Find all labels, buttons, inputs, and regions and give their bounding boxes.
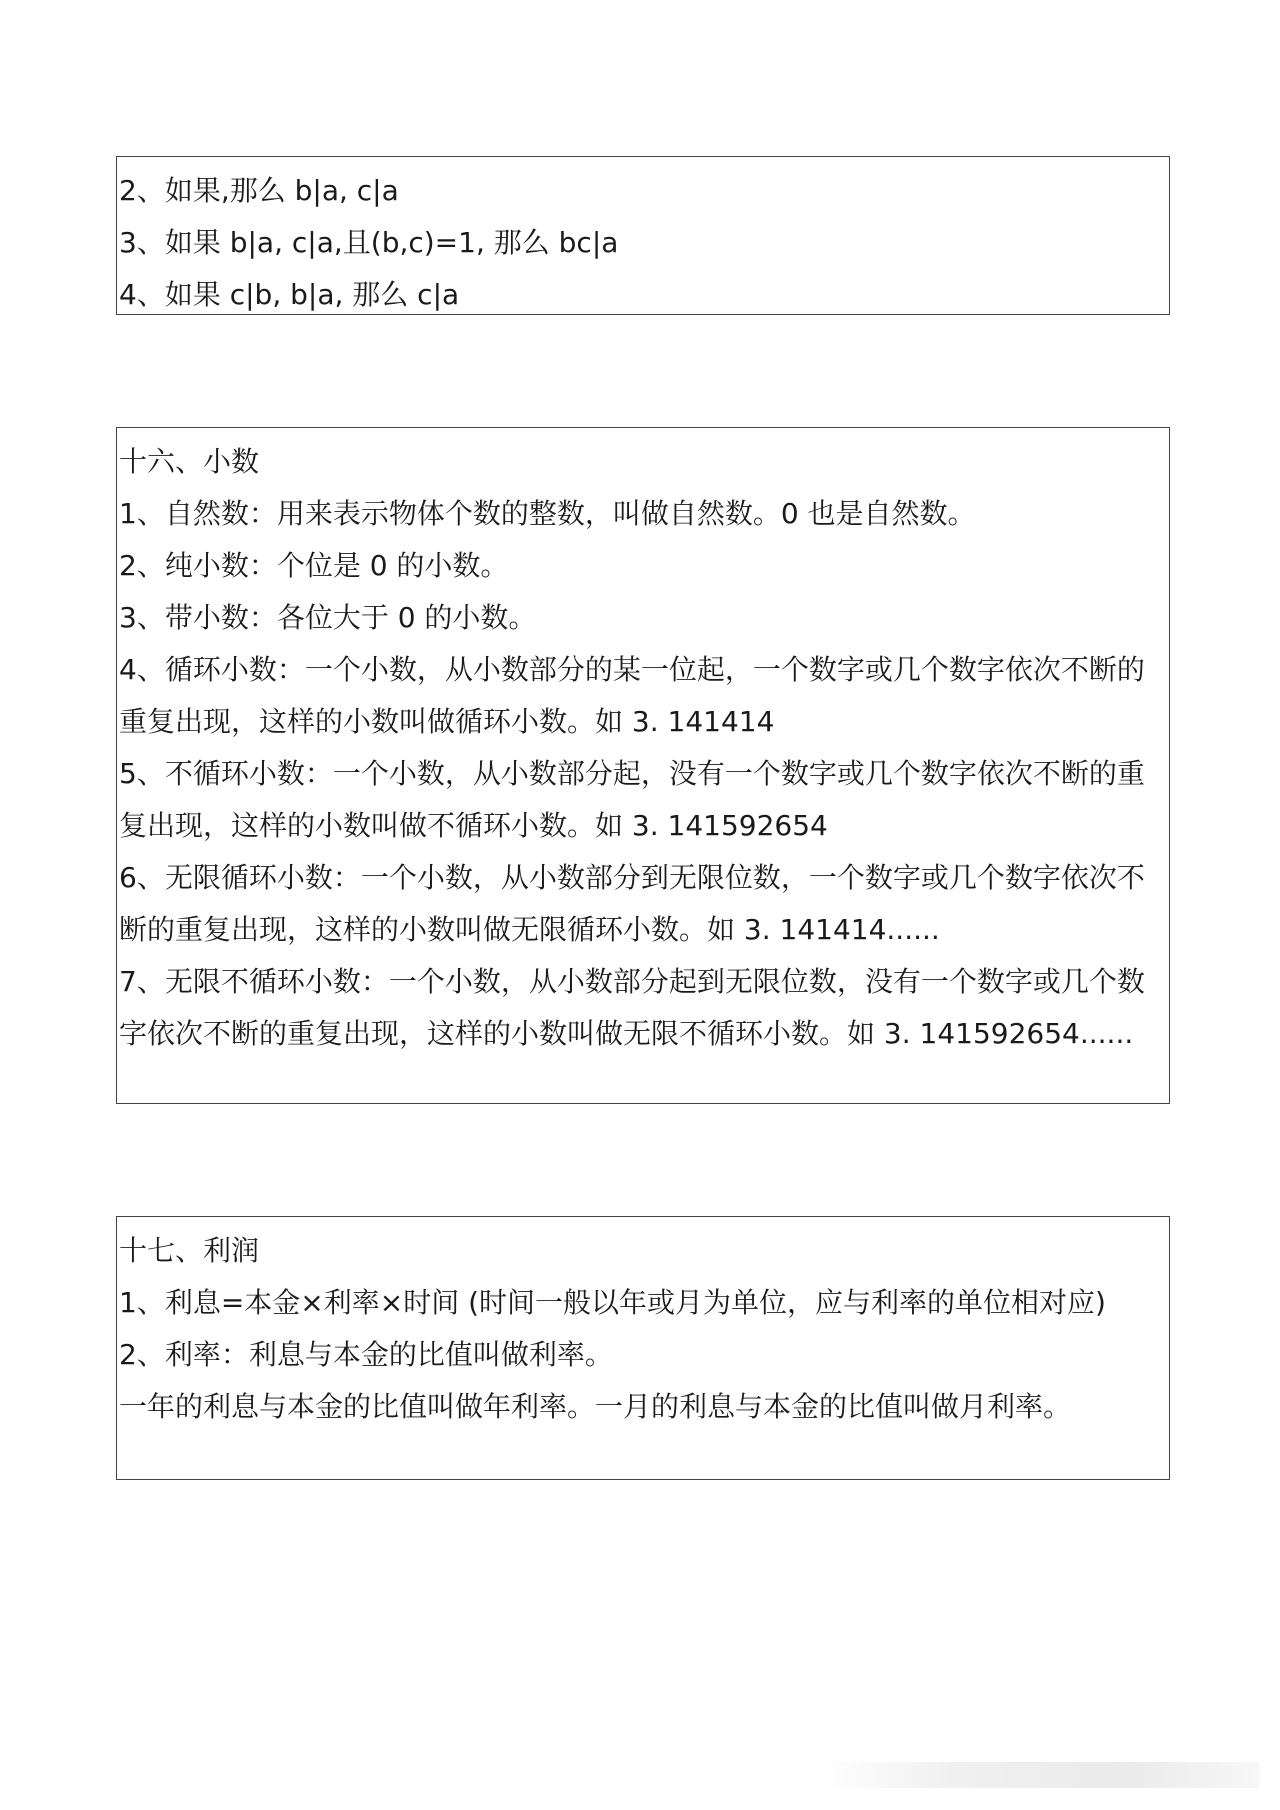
decimal-item-infinite-repeating: 6、无限循环小数：一个小数，从小数部分到无限位数，一个数字或几个数字依次不断的重复出现，这样的小数叫做无限循环小数。如 3. 141414...... bbox=[119, 861, 1145, 946]
rule-item-2: 2、如果,那么 b|a, c|a bbox=[119, 174, 399, 207]
decimals-section-box bbox=[116, 427, 1170, 1104]
decimal-item-repeating: 4、循环小数：一个小数，从小数部分的某一位起，一个数字或几个数字依次不断的重复出现，这样的小数叫做循环小数。如 3. 141414 bbox=[119, 653, 1145, 738]
decimal-item-natural-number: 1、自然数：用来表示物体个数的整数，叫做自然数。0 也是自然数。 bbox=[119, 497, 976, 530]
decimal-item-infinite-non-repeating: 7、无限不循环小数：一个小数，从小数部分起到无限位数，没有一个数字或几个数字依次不断的重复出现，这样的小数叫做无限不循环小数。如 3. 141592654...... bbox=[119, 965, 1145, 1050]
profit-item-interest-rate: 2、利率：利息与本金的比值叫做利率。 bbox=[119, 1338, 613, 1371]
rule-item-3: 3、如果 b|a, c|a,且(b,c)=1, 那么 bc|a bbox=[119, 226, 619, 259]
watermark-strip bbox=[820, 1762, 1260, 1788]
decimal-item-mixed-decimal: 3、带小数：各位大于 0 的小数。 bbox=[119, 601, 537, 634]
profit-item-interest-formula: 1、利息=本金×利率×时间 (时间一般以年或月为单位，应与利率的单位相对应) bbox=[119, 1286, 1106, 1319]
decimal-item-non-repeating: 5、不循环小数：一个小数，从小数部分起，没有一个数字或几个数字依次不断的重复出现，这样的小数叫做不循环小数。如 3. 141592654 bbox=[119, 757, 1145, 842]
section-title-profit: 十七、利润 bbox=[119, 1234, 260, 1267]
profit-section-box bbox=[116, 1216, 1170, 1480]
decimal-item-pure-decimal: 2、纯小数：个位是 0 的小数。 bbox=[119, 549, 509, 582]
rule-item-4: 4、如果 c|b, b|a, 那么 c|a bbox=[119, 278, 460, 311]
profit-item-annual-monthly-rate: 一年的利息与本金的比值叫做年利率。一月的利息与本金的比值叫做月利率。 bbox=[119, 1390, 1072, 1423]
section-title-decimals: 十六、小数 bbox=[119, 445, 260, 478]
divisibility-rules-box bbox=[116, 156, 1170, 315]
